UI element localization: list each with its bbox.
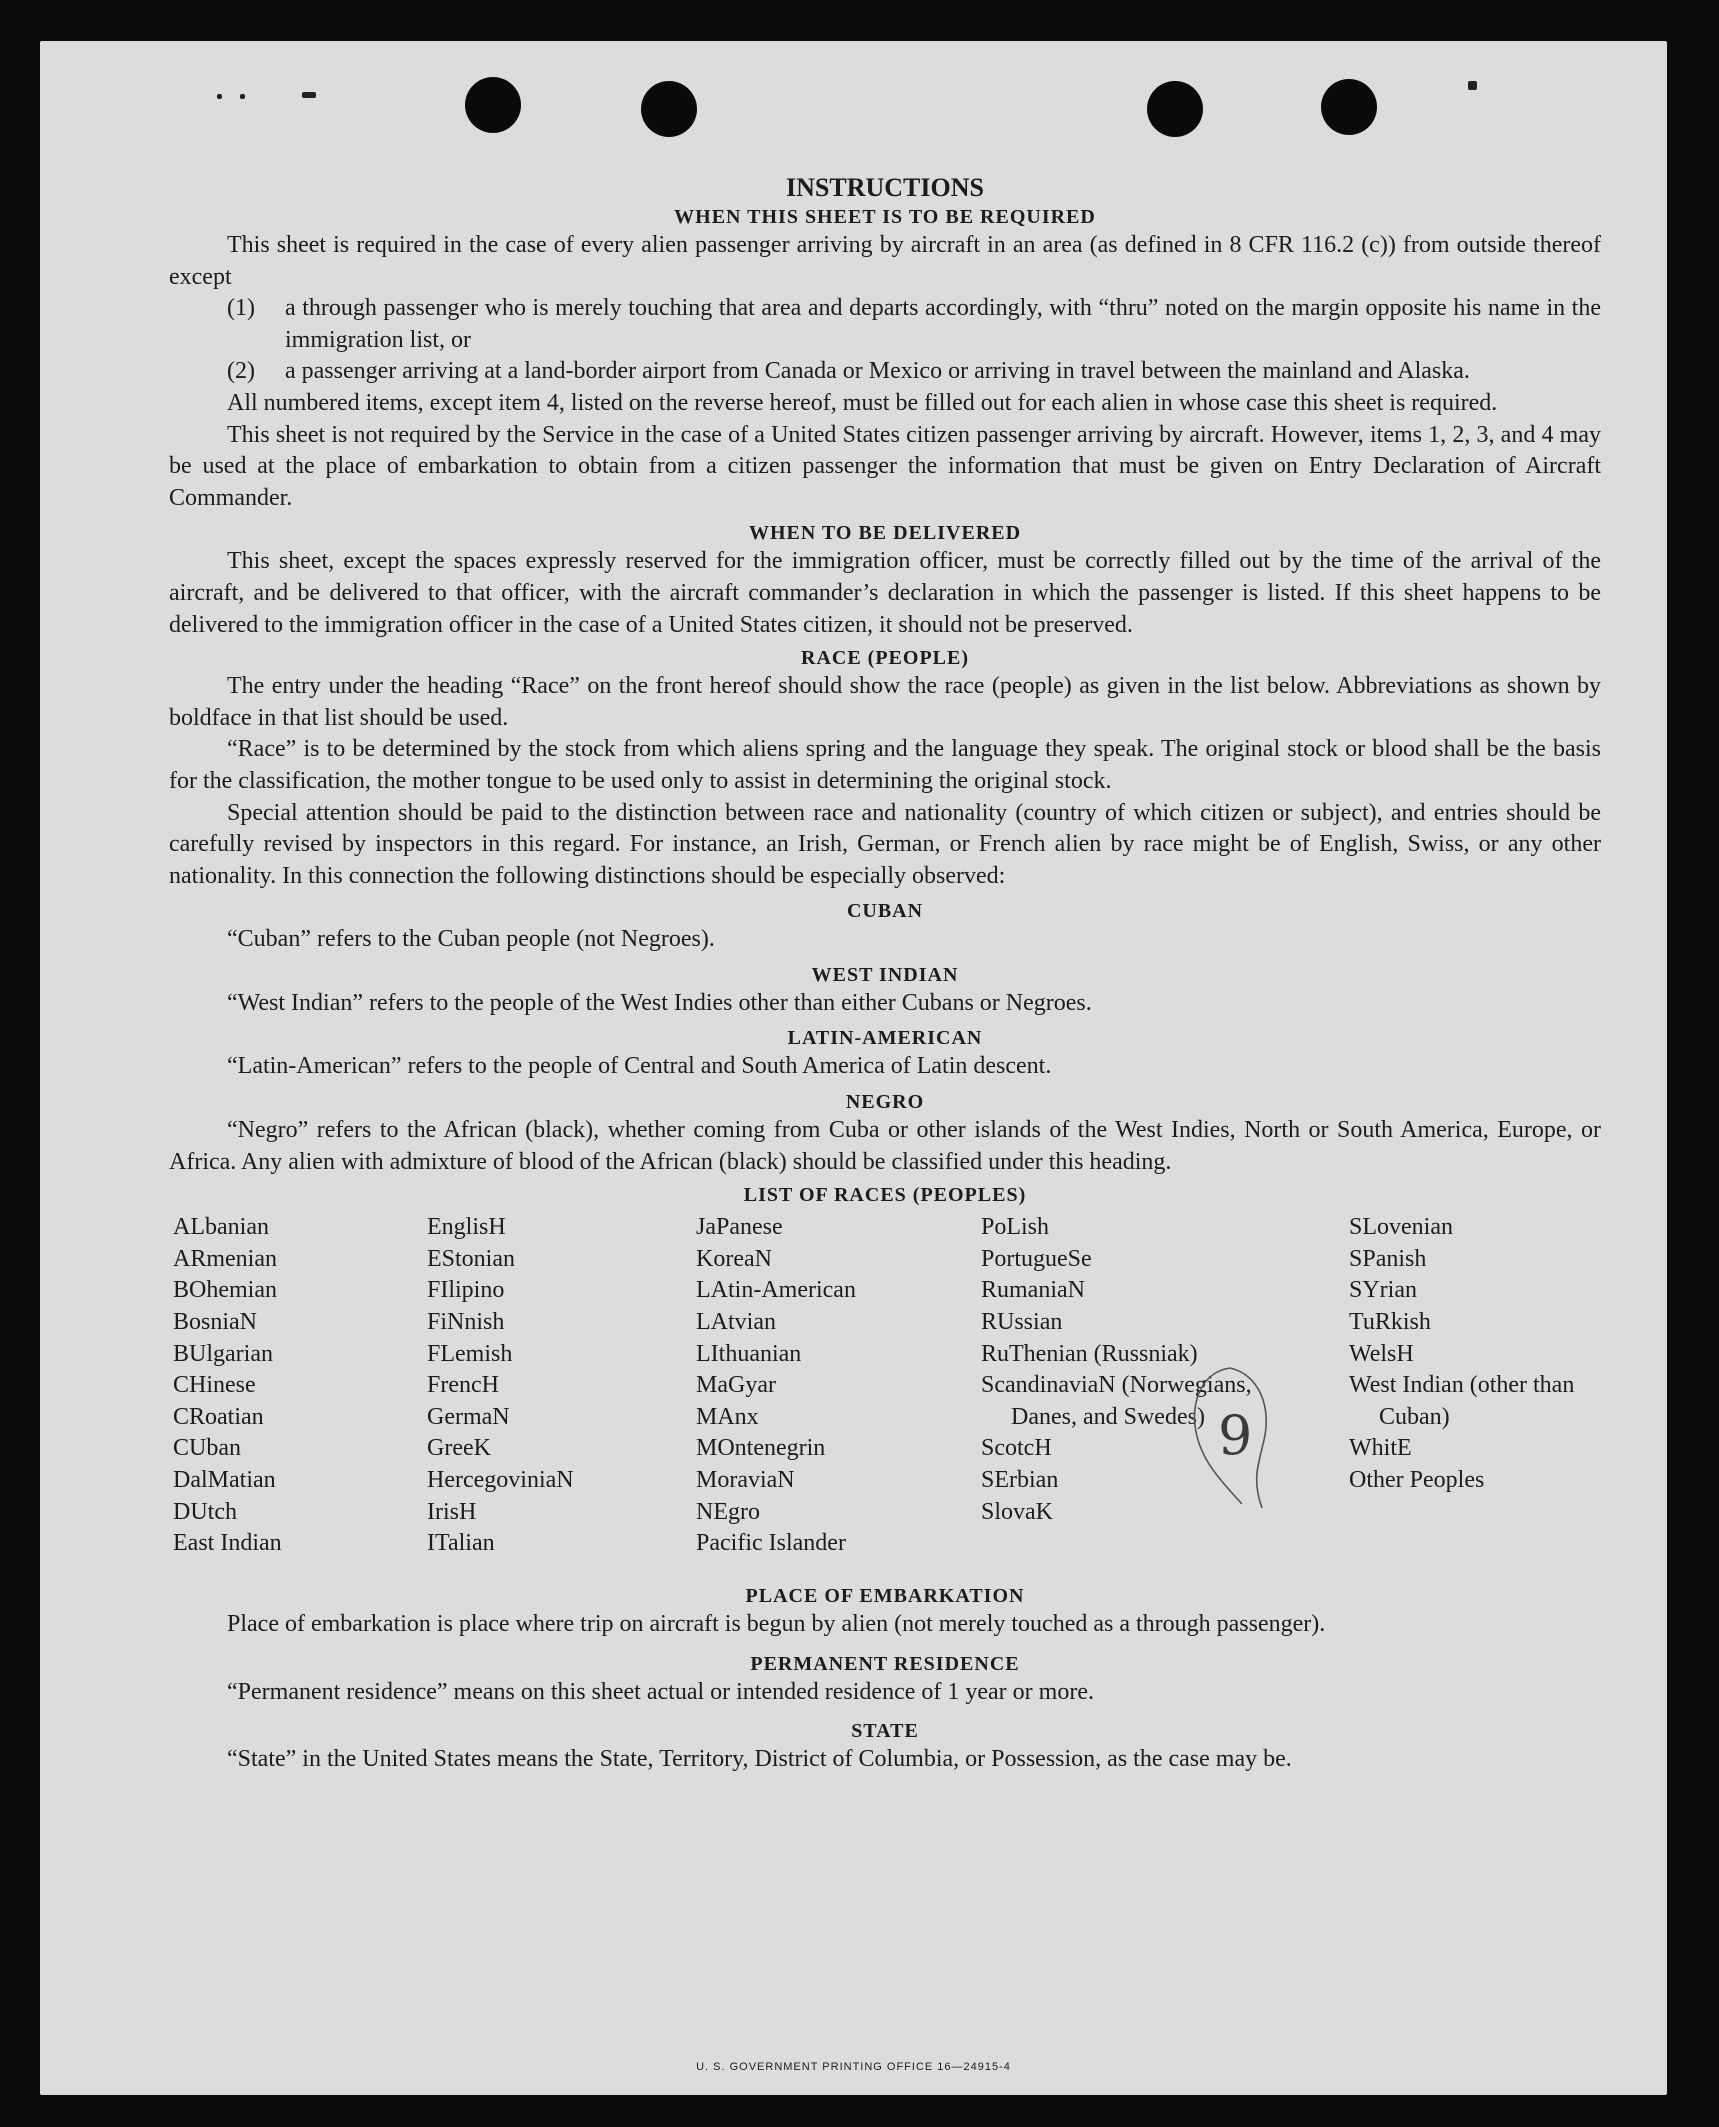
section-heading: WHEN THIS SHEET IS TO BE REQUIRED xyxy=(674,206,1096,228)
paragraph: All numbered items, except item 4, listed on the reverse hereof, must be filled out for each alien in whose case this sheet is required. xyxy=(227,389,1498,416)
paragraph: “West Indian” refers to the people of the West Indies other than either Cubans or Negroes. xyxy=(227,989,1092,1016)
list-item xyxy=(169,293,1601,356)
race-item: ITalian xyxy=(427,1530,495,1557)
race-item: East Indian xyxy=(173,1530,282,1557)
section-heading: LATIN-AMERICAN xyxy=(787,1027,983,1050)
section-heading: WEST INDIAN xyxy=(811,963,959,986)
race-item: TuRkish xyxy=(1349,1309,1431,1336)
race-item: EStonian xyxy=(427,1245,515,1272)
race-item: RuThenian (Russniak) xyxy=(981,1340,1198,1367)
document-sheet xyxy=(40,41,1667,2095)
section-heading: STATE xyxy=(851,1720,919,1743)
race-item: RumaniaN xyxy=(981,1277,1085,1304)
race-item: LAtin-American xyxy=(696,1277,856,1304)
race-item: ALbanian xyxy=(173,1214,269,1241)
race-item: SLovenian xyxy=(1349,1214,1453,1241)
punch-hole xyxy=(1321,79,1377,135)
race-column xyxy=(427,1212,687,1560)
scan-mark xyxy=(302,92,316,98)
race-item: GermaN xyxy=(427,1403,510,1430)
race-item: Other Peoples xyxy=(1349,1467,1485,1493)
paragraph: Special attention should be paid to the distinction between race and nationality (country of which citizen or subject), and entries should be carefully revised by inspectors in this regard. For instance, an Irish, German, or French alien by race might be of English, Swiss, or any other nationality. In this connection the following distinctions should be especially observed: xyxy=(169,799,1601,889)
race-item: SPanish xyxy=(1349,1245,1427,1272)
race-item: Pacific Islander xyxy=(696,1530,846,1557)
instructions-body xyxy=(169,172,1601,1776)
race-item: ARmenian xyxy=(173,1245,277,1272)
list-item xyxy=(169,356,1601,388)
race-item: WelsH xyxy=(1349,1340,1414,1367)
race-item: BosniaN xyxy=(173,1309,257,1336)
scan-mark xyxy=(1468,81,1477,90)
race-item: LIthuanian xyxy=(696,1340,802,1367)
race-item: KoreaN xyxy=(696,1245,772,1272)
paragraph: “Negro” refers to the African (black), whether coming from Cuba or other islands of the West Indies, North or South America, Europe, or Africa. Any alien with admixture of blood of the African (black) should be classified under this heading. xyxy=(169,1117,1601,1175)
race-item: NEgro xyxy=(696,1498,760,1525)
race-item: MOntenegrin xyxy=(696,1435,826,1462)
paragraph: “Latin-American” refers to the people of Central and South America of Latin descent. xyxy=(227,1053,1052,1080)
race-item: GreeK xyxy=(427,1435,491,1462)
race-item: DUtch xyxy=(173,1498,237,1525)
race-item: CRoatian xyxy=(173,1403,264,1430)
race-item: BOhemian xyxy=(173,1277,277,1304)
race-item: FLemish xyxy=(427,1340,513,1367)
section-heading: WHEN TO BE DELIVERED xyxy=(748,522,1022,545)
race-column xyxy=(173,1212,423,1560)
race-item: IrisH xyxy=(427,1498,477,1525)
race-item: ScandinaviaN (Norwegians, Danes, and Swedes) xyxy=(981,1372,1252,1430)
paragraph: This sheet, except the spaces expressly reserved for the immigration officer, must be correctly filled out by the time of the arrival of the aircraft, and be delivered to that officer, with the aircraft commander’s declaration in which the passenger is listed. If this sheet happens to be delivered to the immigration officer in the case of a United States citizen, it should not be preserved. xyxy=(169,548,1601,638)
race-item: EnglisH xyxy=(427,1214,506,1241)
section-heading: PERMANENT RESIDENCE xyxy=(750,1652,1020,1675)
punch-hole xyxy=(1147,81,1203,137)
race-item: SlovaK xyxy=(981,1498,1053,1525)
race-item: FIlipino xyxy=(427,1277,505,1304)
page-title: INSTRUCTIONS xyxy=(786,173,984,202)
race-list xyxy=(169,1212,1601,1577)
race-item: MaGyar xyxy=(696,1372,776,1399)
race-item: MAnx xyxy=(696,1403,759,1430)
race-item: FrencH xyxy=(427,1372,499,1399)
paragraph: “Permanent residence” means on this sheet actual or intended residence of 1 year or more. xyxy=(227,1678,1094,1705)
section-heading: PLACE OF EMBARKATION xyxy=(745,1585,1025,1608)
scan-mark xyxy=(240,94,245,99)
race-item: LAtvian xyxy=(696,1309,776,1336)
race-item: BUlgarian xyxy=(173,1340,273,1367)
race-item: FiNnish xyxy=(427,1309,505,1336)
race-item: WhitE xyxy=(1349,1435,1412,1462)
paragraph: This sheet is required in the case of every alien passenger arriving by aircraft in an area (as defined in 8 CFR 116.2 (c)) from outside thereof except xyxy=(169,232,1601,290)
punch-hole xyxy=(641,81,697,137)
paragraph: “Cuban” refers to the Cuban people (not Negroes). xyxy=(227,926,715,953)
race-item: PoLish xyxy=(981,1214,1050,1241)
section-heading: CUBAN xyxy=(846,900,924,923)
scan-mark xyxy=(217,94,222,99)
paragraph: This sheet is not required by the Service in the case of a United States citizen passenger arriving by aircraft. However, items 1, 2, 3, and 4 may be used at the place of embarkation to obtain from a citizen passenger the information that must be given on Entry Declaration of Aircraft Commander. xyxy=(169,421,1601,511)
item-text: a passenger arriving at a land-border airport from Canada or Mexico or arriving in travel between the mainland and Alaska. xyxy=(285,358,1470,385)
race-item: CHinese xyxy=(173,1372,256,1399)
item-number: (2) xyxy=(227,358,255,385)
race-item: PortugueSe xyxy=(981,1245,1092,1272)
paragraph: “Race” is to be determined by the stock from which aliens spring and the language they speak. The original stock or blood shall be the basis for the classification, the mother tongue to be used only to assist in determining the original stock. xyxy=(169,736,1601,794)
race-item: HercegoviniaN xyxy=(427,1467,574,1493)
race-item: MoraviaN xyxy=(696,1467,795,1493)
section-heading: LIST OF RACES (PEOPLES) xyxy=(743,1184,1027,1207)
race-item: SYrian xyxy=(1349,1277,1417,1304)
section-heading: NEGRO xyxy=(845,1091,925,1114)
handwritten-mark xyxy=(1182,1362,1278,1510)
race-item: JaPanese xyxy=(696,1214,783,1241)
item-text: a through passenger who is merely touching that area and departs accordingly, with “thru” noted on the margin opposite his name in the immigration list, or xyxy=(285,295,1601,353)
race-item: RUssian xyxy=(981,1309,1063,1336)
paragraph: “State” in the United States means the State, Territory, District of Columbia, or Possession, as the case may be. xyxy=(227,1746,1292,1773)
race-item: DalMatian xyxy=(173,1467,276,1493)
printer-imprint: U. S. GOVERNMENT PRINTING OFFICE 16—24915-4 xyxy=(696,2061,1011,2073)
paragraph: Place of embarkation is place where trip on aircraft is begun by alien (not merely touched as a through passenger). xyxy=(227,1611,1326,1638)
race-item: West Indian (other than Cuban) xyxy=(1349,1372,1575,1430)
race-column xyxy=(696,1212,966,1560)
race-item: ScotcH xyxy=(981,1435,1052,1462)
race-item: SErbian xyxy=(981,1467,1059,1493)
handwritten-glyph: 9 xyxy=(1218,1404,1253,1467)
section-heading: RACE (PEOPLE) xyxy=(801,647,969,670)
item-number: (1) xyxy=(227,295,255,322)
punch-hole xyxy=(465,77,521,133)
race-column xyxy=(1349,1212,1601,1496)
paragraph: The entry under the heading “Race” on the front hereof should show the race (people) as given in the list below. Abbreviations as shown by boldface in that list should be used. xyxy=(169,673,1601,731)
race-item: CUban xyxy=(173,1435,241,1462)
